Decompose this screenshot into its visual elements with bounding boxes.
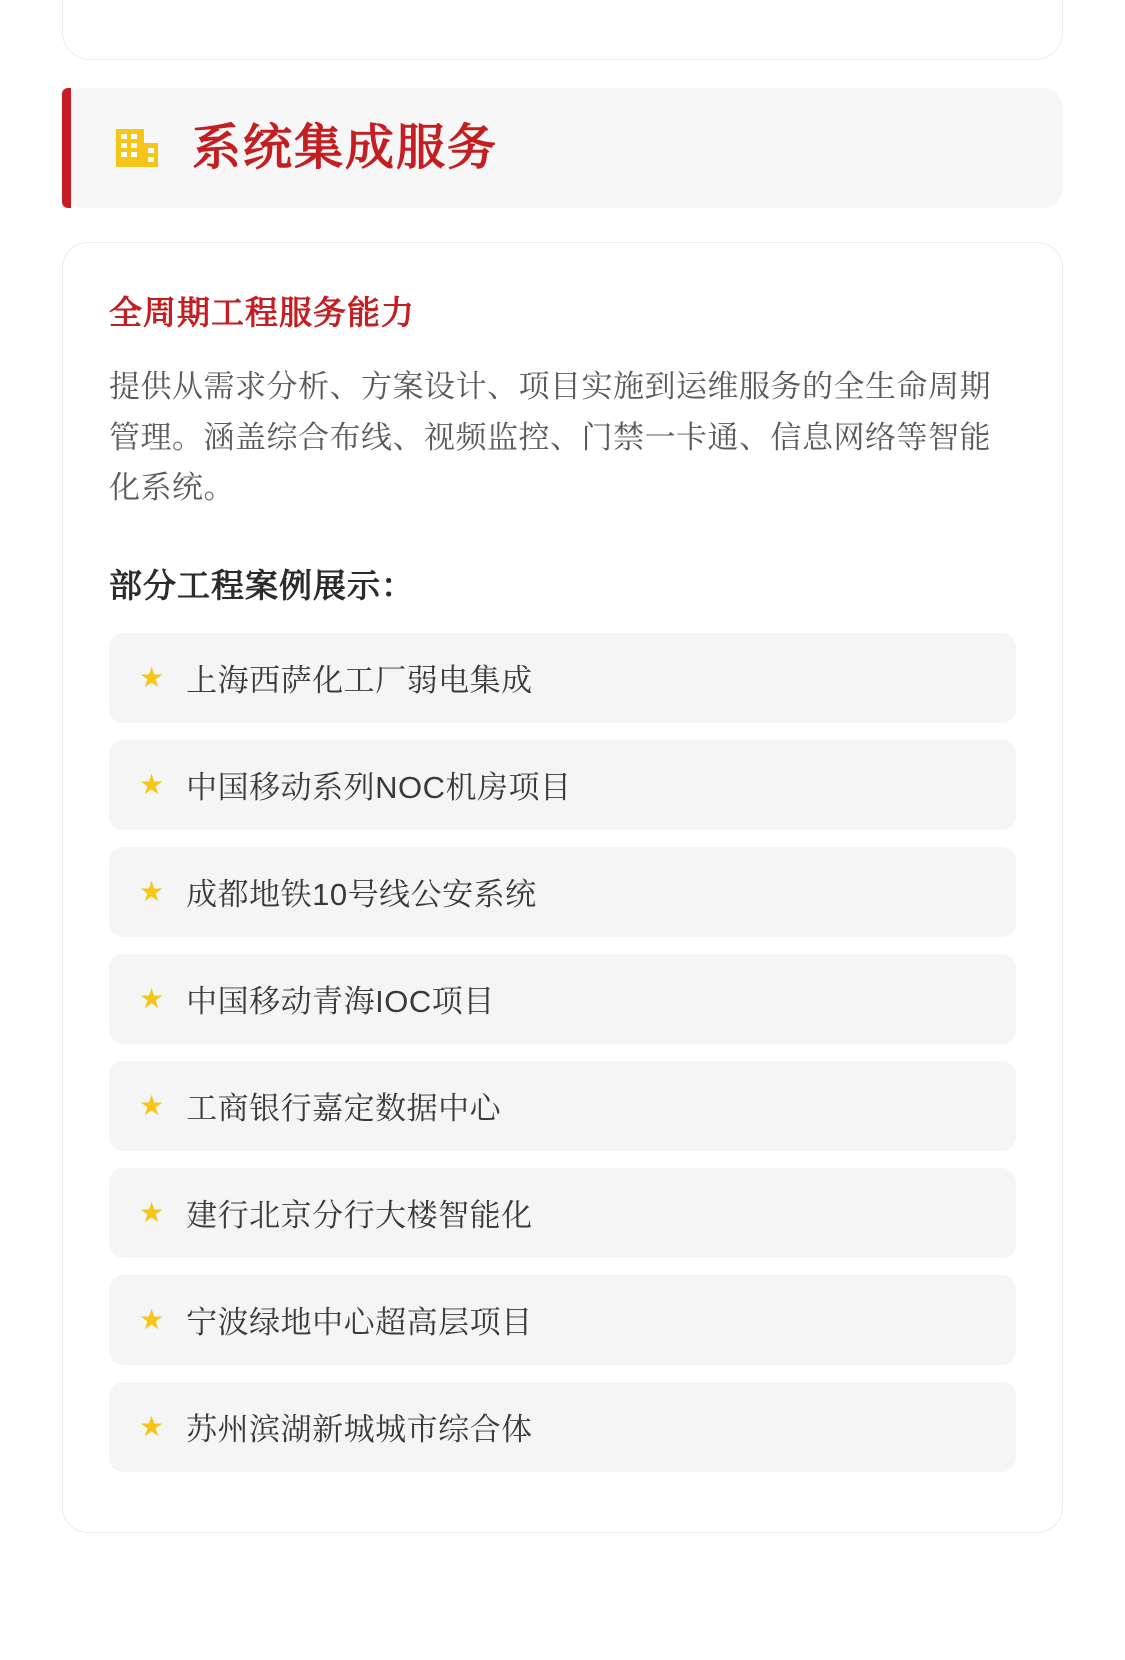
section-title: 全周期工程服务能力 [109,294,415,331]
list-item[interactable] [109,740,1016,830]
list-item[interactable] [109,954,1016,1044]
list-item[interactable] [109,633,1016,723]
list-item-label: 宁波绿地中心超高层项目 [186,1305,533,1341]
star-icon: ★ [139,982,165,1014]
list-item-label: 成都地铁10号线公安系统 [186,877,537,913]
building-icon [108,119,166,177]
list-item[interactable] [109,1382,1016,1472]
list-item-label: 工商银行嘉定数据中心 [186,1091,502,1127]
star-icon: ★ [139,1089,165,1121]
page-title: 系统集成服务 [192,120,499,175]
list-item-label: 中国移动系列NOC机房项目 [186,770,572,806]
top-sheet-edge [62,0,1063,60]
star-icon: ★ [139,768,165,800]
page-header [62,88,1063,208]
case-list [109,633,1016,1472]
list-item-label: 苏州滨湖新城城市综合体 [186,1412,533,1448]
star-icon: ★ [139,1410,165,1442]
header-accent-bar [62,88,71,208]
section-body: 提供从需求分析、方案设计、项目实施到运维服务的全生命周期管理。涵盖综合布线、视频监控、门禁一卡通、信息网络等智能化系统。 [109,369,991,506]
list-item[interactable] [109,1275,1016,1365]
star-icon: ★ [139,1196,165,1228]
star-icon: ★ [139,875,165,907]
content-card [62,242,1063,1533]
list-item-label: 建行北京分行大楼智能化 [186,1198,533,1234]
list-item[interactable] [109,1168,1016,1258]
list-item-label: 中国移动青海IOC项目 [186,984,495,1020]
cases-title: 部分工程案例展示： [109,566,415,604]
star-icon: ★ [139,661,165,693]
list-item[interactable] [109,847,1016,937]
list-item[interactable] [109,1061,1016,1151]
star-icon: ★ [139,1303,165,1335]
list-item-label: 上海西萨化工厂弱电集成 [186,663,533,699]
